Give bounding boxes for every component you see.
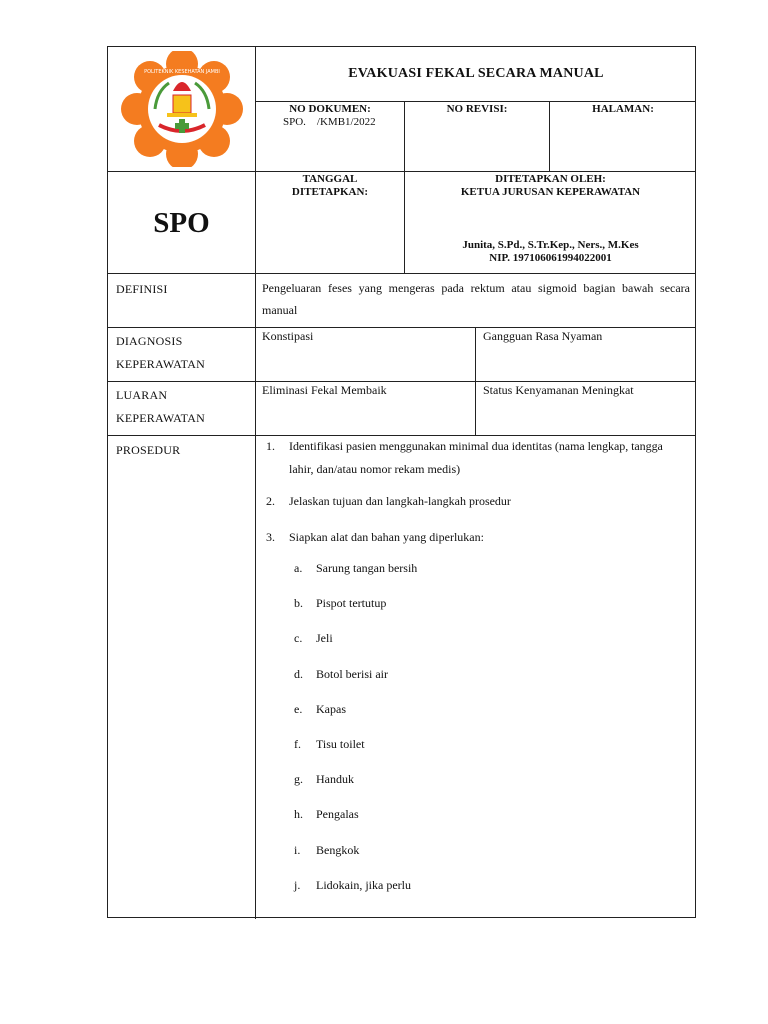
equipment-item-text: Sarung tangan bersih <box>316 561 418 575</box>
equipment-item-letter: i. <box>294 842 301 857</box>
diagnosis-label-line2: KEPERAWATAN <box>116 357 205 371</box>
procedure-step-text <box>266 435 691 481</box>
diagnosis-1-text: Konstipasi <box>262 329 314 343</box>
no-dokumen-label: NO DOKUMEN: <box>289 103 371 115</box>
procedure-content <box>255 435 696 919</box>
equipment-item-letter: d. <box>294 666 303 681</box>
procedure-step-text-line1: Identifikasi pasien menggunakan minimal dua identitas (nama lengkap, tangga <box>289 439 663 453</box>
equipment-item <box>294 596 674 611</box>
equipment-item-text: Botol berisi air <box>316 666 388 681</box>
tanggal-cell <box>255 171 404 273</box>
procedure-step-number: 1. <box>266 439 275 453</box>
signer-nip: NIP. 197106061994022001 <box>489 252 612 264</box>
equipment-item-letter: j. <box>294 877 301 892</box>
no-dokumen-cell <box>255 101 404 171</box>
signer-name: Junita, S.Pd., S.Tr.Kep., Ners., M.Kes <box>462 239 639 251</box>
equipment-item-text: Bengkok <box>316 842 360 857</box>
equipment-item-letter: b. <box>294 596 303 611</box>
equipment-item-letter: a. <box>294 561 303 575</box>
luaran-label <box>108 381 255 435</box>
definisi-label <box>108 273 255 327</box>
svg-text:POLITEKNIK KESEHATAN JAMBI: POLITEKNIK KESEHATAN JAMBI <box>144 69 220 75</box>
procedure-step <box>266 490 691 513</box>
equipment-item <box>294 631 674 646</box>
equipment-item-text: Lidokain, jika perlu <box>316 877 411 892</box>
luaran-1 <box>255 381 475 435</box>
equipment-item-text: Jeli <box>316 631 333 646</box>
ketua-jurusan-label: KETUA JURUSAN KEPERAWATAN <box>460 186 641 198</box>
spo-label: SPO <box>108 171 255 273</box>
procedure-step <box>266 435 691 481</box>
diagnosis-label-line1: DIAGNOSIS <box>116 334 183 348</box>
ditetapkan-cell <box>404 171 696 273</box>
institution-logo <box>117 51 247 167</box>
equipment-item <box>294 878 674 893</box>
equipment-item-letter: f. <box>294 737 301 751</box>
equipment-item <box>294 561 674 576</box>
equipment-item <box>294 737 674 752</box>
equipment-item-letter: g. <box>294 772 303 787</box>
procedure-step-number: 3. <box>266 530 275 544</box>
logo-cell <box>108 47 255 171</box>
ditetapkan-oleh-label: DITETAPKAN OLEH: <box>495 173 606 185</box>
prosedur-label <box>108 435 255 919</box>
diagnosis-2-text: Gangguan Rasa Nyaman <box>483 329 603 343</box>
equipment-item <box>294 702 674 717</box>
luaran-label-line1: LUARAN <box>116 388 168 402</box>
luaran-2 <box>475 381 696 435</box>
equipment-item <box>294 807 674 822</box>
halaman-label: HALAMAN: <box>592 103 654 115</box>
equipment-item-letter: h. <box>294 807 303 822</box>
luaran-label-line2: KEPERAWATAN <box>116 411 205 425</box>
diagnosis-label <box>108 327 255 381</box>
no-dokumen-value: SPO. /KMB1/2022 <box>283 116 376 128</box>
ditetapkan-label: DITETAPKAN: <box>291 186 369 198</box>
tanggal-label: TANGGAL <box>302 173 358 185</box>
equipment-item-text: Pispot tertutup <box>316 596 387 611</box>
equipment-item-letter: c. <box>294 631 303 646</box>
luaran-2-text: Status Kenyamanan Meningkat <box>483 383 634 397</box>
spo-document <box>107 46 696 918</box>
equipment-item-letter: e. <box>294 701 303 716</box>
procedure-step-text: Jelaskan tujuan dan langkah-langkah prosedur <box>289 494 511 508</box>
prosedur-label-text: PROSEDUR <box>116 443 181 457</box>
equipment-item <box>294 772 674 787</box>
procedure-step-number: 2. <box>266 494 275 508</box>
equipment-item-text: Tisu toilet <box>316 737 365 751</box>
equipment-item <box>294 667 674 682</box>
no-revisi-label: NO REVISI: <box>446 103 508 115</box>
equipment-item <box>294 843 674 858</box>
equipment-item-text: Pengalas <box>316 807 359 822</box>
halaman-cell <box>549 101 696 171</box>
equipment-item-text: Handuk <box>316 772 354 787</box>
definisi-label-text: DEFINISI <box>116 282 168 296</box>
diagnosis-1 <box>255 327 475 381</box>
luaran-1-text: Eliminasi Fekal Membaik <box>262 383 387 397</box>
procedure-step-text: Siapkan alat dan bahan yang diperlukan: <box>289 530 484 544</box>
diagnosis-2 <box>475 327 696 381</box>
document-title: EVAKUASI FEKAL SECARA MANUAL <box>255 47 696 101</box>
equipment-item-text: Kapas <box>316 701 346 716</box>
no-revisi-cell <box>404 101 549 171</box>
procedure-step <box>266 526 691 549</box>
procedure-step-text-line2: lahir, dan/atau nomor rekam medis) <box>289 462 461 476</box>
definisi-text: Pengeluaran feses yang mengeras pada rektum atau sigmoid bagian bawah secara manual <box>255 273 696 327</box>
